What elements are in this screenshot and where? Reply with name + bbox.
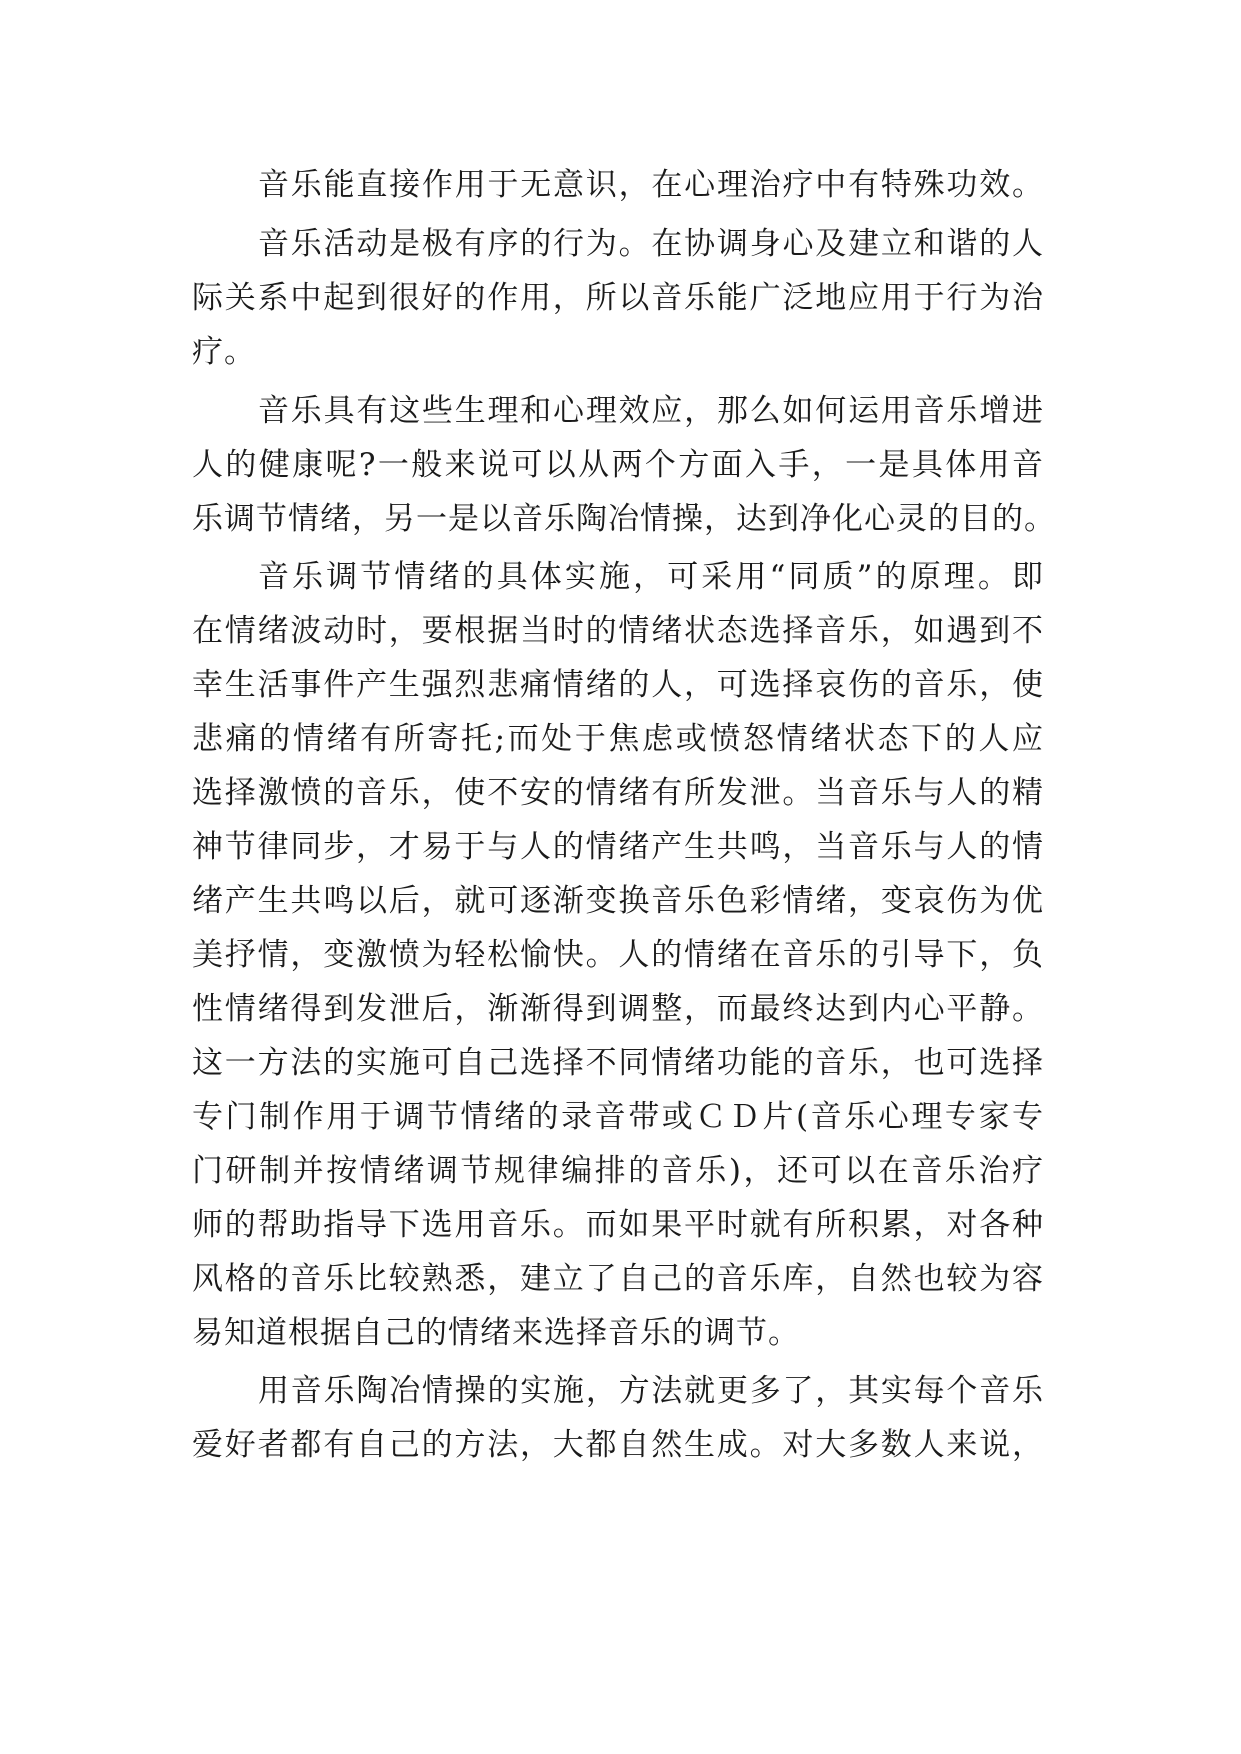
text-line: 疗。: [192, 334, 256, 370]
text-line: 性情绪得到发泄后，渐渐得到调整，而最终达到内心平静。: [192, 991, 1044, 1027]
text-line: 悲痛的情绪有所寄托;而处于焦虑或愤怒情绪状态下的人应: [192, 721, 1044, 757]
text-line: 门研制并按情绪调节规律编排的音乐)，还可以在音乐治疗: [192, 1153, 1044, 1189]
text-line: 师的帮助指导下选用音乐。而如果平时就有所积累，对各种: [192, 1207, 1044, 1243]
text-line: 神节律同步，才易于与人的情绪产生共鸣，当音乐与人的情: [192, 829, 1044, 865]
text-line: 在情绪波动时，要根据当时的情绪状态选择音乐，如遇到不: [192, 613, 1044, 649]
text-line: 美抒情，变激愤为轻松愉快。人的情绪在音乐的引导下，负: [192, 937, 1044, 973]
text-line: 音乐具有这些生理和心理效应，那么如何运用音乐增进: [258, 393, 1044, 429]
text-line: 音乐活动是极有序的行为。在协调身心及建立和谐的人: [258, 226, 1044, 262]
text-line: 易知道根据自己的情绪来选择音乐的调节。: [192, 1315, 800, 1351]
text-line: 选择激愤的音乐，使不安的情绪有所发泄。当音乐与人的精: [192, 775, 1044, 811]
text-line: 专门制作用于调节情绪的录音带或ＣＤ片(音乐心理专家专: [192, 1099, 1044, 1135]
text-line: 人的健康呢?一般来说可以从两个方面入手，一是具体用音: [192, 447, 1044, 483]
text-line: 这一方法的实施可自己选择不同情绪功能的音乐，也可选择: [192, 1045, 1044, 1081]
text-line: 绪产生共鸣以后，就可逐渐变换音乐色彩情绪，变哀伤为优: [192, 883, 1044, 919]
text-line: 乐调节情绪，另一是以音乐陶冶情操，达到净化心灵的目的。: [192, 501, 1056, 537]
text-line: 音乐能直接作用于无意识，在心理治疗中有特殊功效。: [258, 167, 1044, 203]
text-line: 际关系中起到很好的作用，所以音乐能广泛地应用于行为治: [192, 280, 1044, 316]
text-line: 幸生活事件产生强烈悲痛情绪的人，可选择哀伤的音乐，使: [192, 667, 1044, 703]
text-line: 用音乐陶冶情操的实施，方法就更多了，其实每个音乐: [258, 1373, 1044, 1409]
text-line: 音乐调节情绪的具体实施，可采用“同质”的原理。即: [258, 559, 1044, 595]
text-line: 风格的音乐比较熟悉，建立了自己的音乐库，自然也较为容: [192, 1261, 1044, 1297]
text-line: 爱好者都有自己的方法，大都自然生成。对大多数人来说，: [192, 1427, 1044, 1463]
